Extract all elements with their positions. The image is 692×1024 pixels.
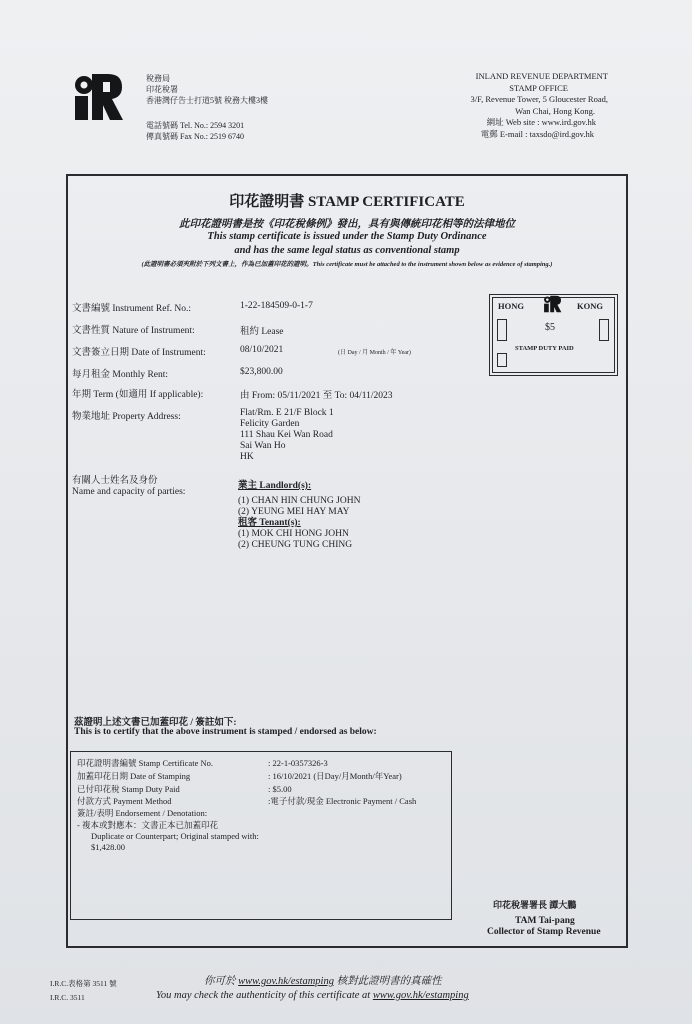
ird-logo — [70, 72, 124, 122]
landlord-label: 業主 Landlord(s): — [238, 481, 312, 491]
stamping-date-value: : 16/10/2021 (日Day/月Month/年Year) — [268, 771, 402, 781]
dept-en-line4: Wan Chai, Hong Kong. — [515, 105, 595, 116]
rent-label: 每月租金 Monthly Rent: — [72, 370, 169, 380]
certificate-subtitle-en-1: This stamp certificate is issued under the Stamp Duty Ordinance — [207, 231, 487, 242]
footer-cn-pre: 你可於 — [204, 976, 236, 987]
stamp-duty-paid-stamp — [489, 294, 618, 376]
dept-en-line2: STAMP OFFICE — [509, 82, 568, 93]
tenant-label: 租客 Tenant(s): — [238, 518, 301, 528]
form-number-cn: I.R.C.表格第 3511 號 — [50, 979, 117, 988]
address-line: 111 Shau Kei Wan Road — [240, 430, 333, 440]
fax: 傳真號碼 Fax No.: 2519 6740 — [146, 132, 244, 141]
endorse-label: 簽註/表明 Endorsement / Denotation: — [77, 808, 208, 818]
address-line: Felicity Garden — [240, 419, 300, 429]
stamp-corner-emblem-icon — [497, 353, 507, 367]
address-line: Sai Wan Ho — [240, 441, 286, 451]
dept-cn-line3: 香港灣仔告士打道5號 稅務大樓3樓 — [146, 96, 268, 105]
duty-label: 已付印花稅 Stamp Duty Paid — [77, 784, 180, 794]
address-label: 物業地址 Property Address: — [72, 412, 181, 422]
dept-cn-line1: 稅務局 — [146, 74, 170, 83]
stamping-details-box — [70, 751, 452, 920]
date-format: (日 Day / 月 Month / 年 Year) — [338, 350, 411, 356]
cert-no-label: 印花證明書編號 Stamp Certificate No. — [77, 758, 213, 768]
parties-label-en: Name and capacity of parties: — [72, 487, 186, 497]
stamping-date-label: 加蓋印花日期 Date of Stamping — [77, 771, 191, 781]
ref-label: 文書編號 Instrument Ref. No.: — [72, 304, 192, 314]
endorse-line2: Duplicate or Counterpart; Original stamped with: — [91, 831, 259, 841]
stamp-hong: HONG — [498, 301, 524, 311]
certificate-subtitle-en-2: and has the same legal status as conventional stamp — [234, 245, 460, 256]
stamp-logo-icon — [541, 295, 563, 313]
method-value: :電子付款/現金 Electronic Payment / Cash — [268, 796, 417, 806]
header-en-address — [470, 71, 608, 140]
dept-cn-line2: 印花稅署 — [146, 85, 178, 94]
tenant-item: (1) MOK CHI HONG JOHN — [238, 529, 349, 539]
endorse-line3: $1,428.00 — [91, 842, 125, 852]
footer-cn-link[interactable]: www.gov.hk/estamping — [238, 976, 334, 987]
footer-check-cn — [204, 973, 442, 988]
stamp-amount: $5 — [545, 322, 555, 333]
landlord-item: (2) YEUNG MEI HAY MAY — [238, 507, 350, 517]
collector-cn: 印花稅署署長 譚大鵬 — [493, 900, 577, 910]
collector-title: Collector of Stamp Revenue — [487, 927, 601, 937]
certificate-note: (此證明書必須夾附於下列文書上，作為已加蓋印花的證明。This certificate must be attached to the instrument shown below as evidence of stamping.) — [141, 261, 553, 268]
stamp-kong: KONG — [577, 301, 603, 311]
footer-en-link[interactable]: www.gov.hk/estamping — [372, 990, 469, 1001]
form-number-en: I.R.C. 3511 — [50, 993, 85, 1002]
email: 電郵 E-mail : taxsdo@ird.gov.hk — [480, 128, 594, 139]
nature-value: 租約 Lease — [240, 327, 284, 337]
dept-en-line1: INLAND REVENUE DEPARTMENT — [475, 71, 608, 81]
date-value: 08/10/2021 — [240, 345, 284, 355]
term-value: 由 From: 05/11/2021 至 To: 04/11/2023 — [240, 391, 393, 401]
footer-check-en — [156, 990, 469, 1001]
collector-name: TAM Tai-pang — [515, 916, 575, 926]
stamp-right-emblem-icon — [599, 319, 609, 341]
header-cn-address — [146, 73, 268, 142]
date-label: 文書簽立日期 Date of Instrument: — [72, 348, 206, 358]
certify-cn: 茲證明上述文書已加蓋印花 / 簽註如下: — [74, 718, 237, 728]
certify-en: This is to certify that the above instrument is stamped / endorsed as below: — [74, 727, 377, 737]
parties-list — [238, 481, 360, 551]
tenant-item: (2) CHEUNG TUNG CHING — [238, 540, 353, 550]
website: 網址 Web site : www.ird.gov.hk — [486, 117, 596, 127]
address-line: HK — [240, 452, 254, 462]
tel: 電話號碼 Tel. No.: 2594 3201 — [146, 121, 245, 130]
footer-cn-post: 核對此證明書的真確性 — [336, 976, 442, 987]
certificate-subtitle-cn: 此印花證明書是按《印花稅條例》發出，具有與傳統印花相等的法律地位 — [179, 219, 515, 230]
nature-label: 文書性質 Nature of Instrument: — [72, 326, 195, 336]
method-label: 付款方式 Payment Method — [77, 796, 172, 806]
landlord-item: (1) CHAN HIN CHUNG JOHN — [238, 496, 361, 506]
parties-label-cn: 有關人士姓名及身份 — [72, 476, 158, 486]
rent-value: $23,800.00 — [240, 367, 283, 377]
term-label: 年期 Term (如適用 If applicable): — [72, 390, 204, 400]
stamp-paid-text: STAMP DUTY PAID — [515, 345, 574, 352]
stamp-left-emblem-icon — [497, 319, 507, 341]
ref-value: 1-22-184509-0-1-7 — [240, 301, 313, 311]
footer-en-pre: You may check the authenticity of this certificate at — [156, 990, 371, 1001]
certificate-frame — [66, 174, 628, 948]
parties-label — [72, 476, 185, 498]
dept-en-line3: 3/F, Revenue Tower, 5 Gloucester Road, — [470, 94, 608, 104]
certificate-title: 印花證明書 STAMP CERTIFICATE — [229, 194, 465, 210]
duty-value: : $5.00 — [268, 784, 292, 794]
address-value — [240, 408, 334, 463]
endorse-line1: - 複本或對應本：文書正本已加蓋印花 — [77, 820, 218, 830]
cert-no-value: : 22-1-0357326-3 — [268, 758, 328, 768]
address-line: Flat/Rm. E 21/F Block 1 — [240, 408, 334, 418]
